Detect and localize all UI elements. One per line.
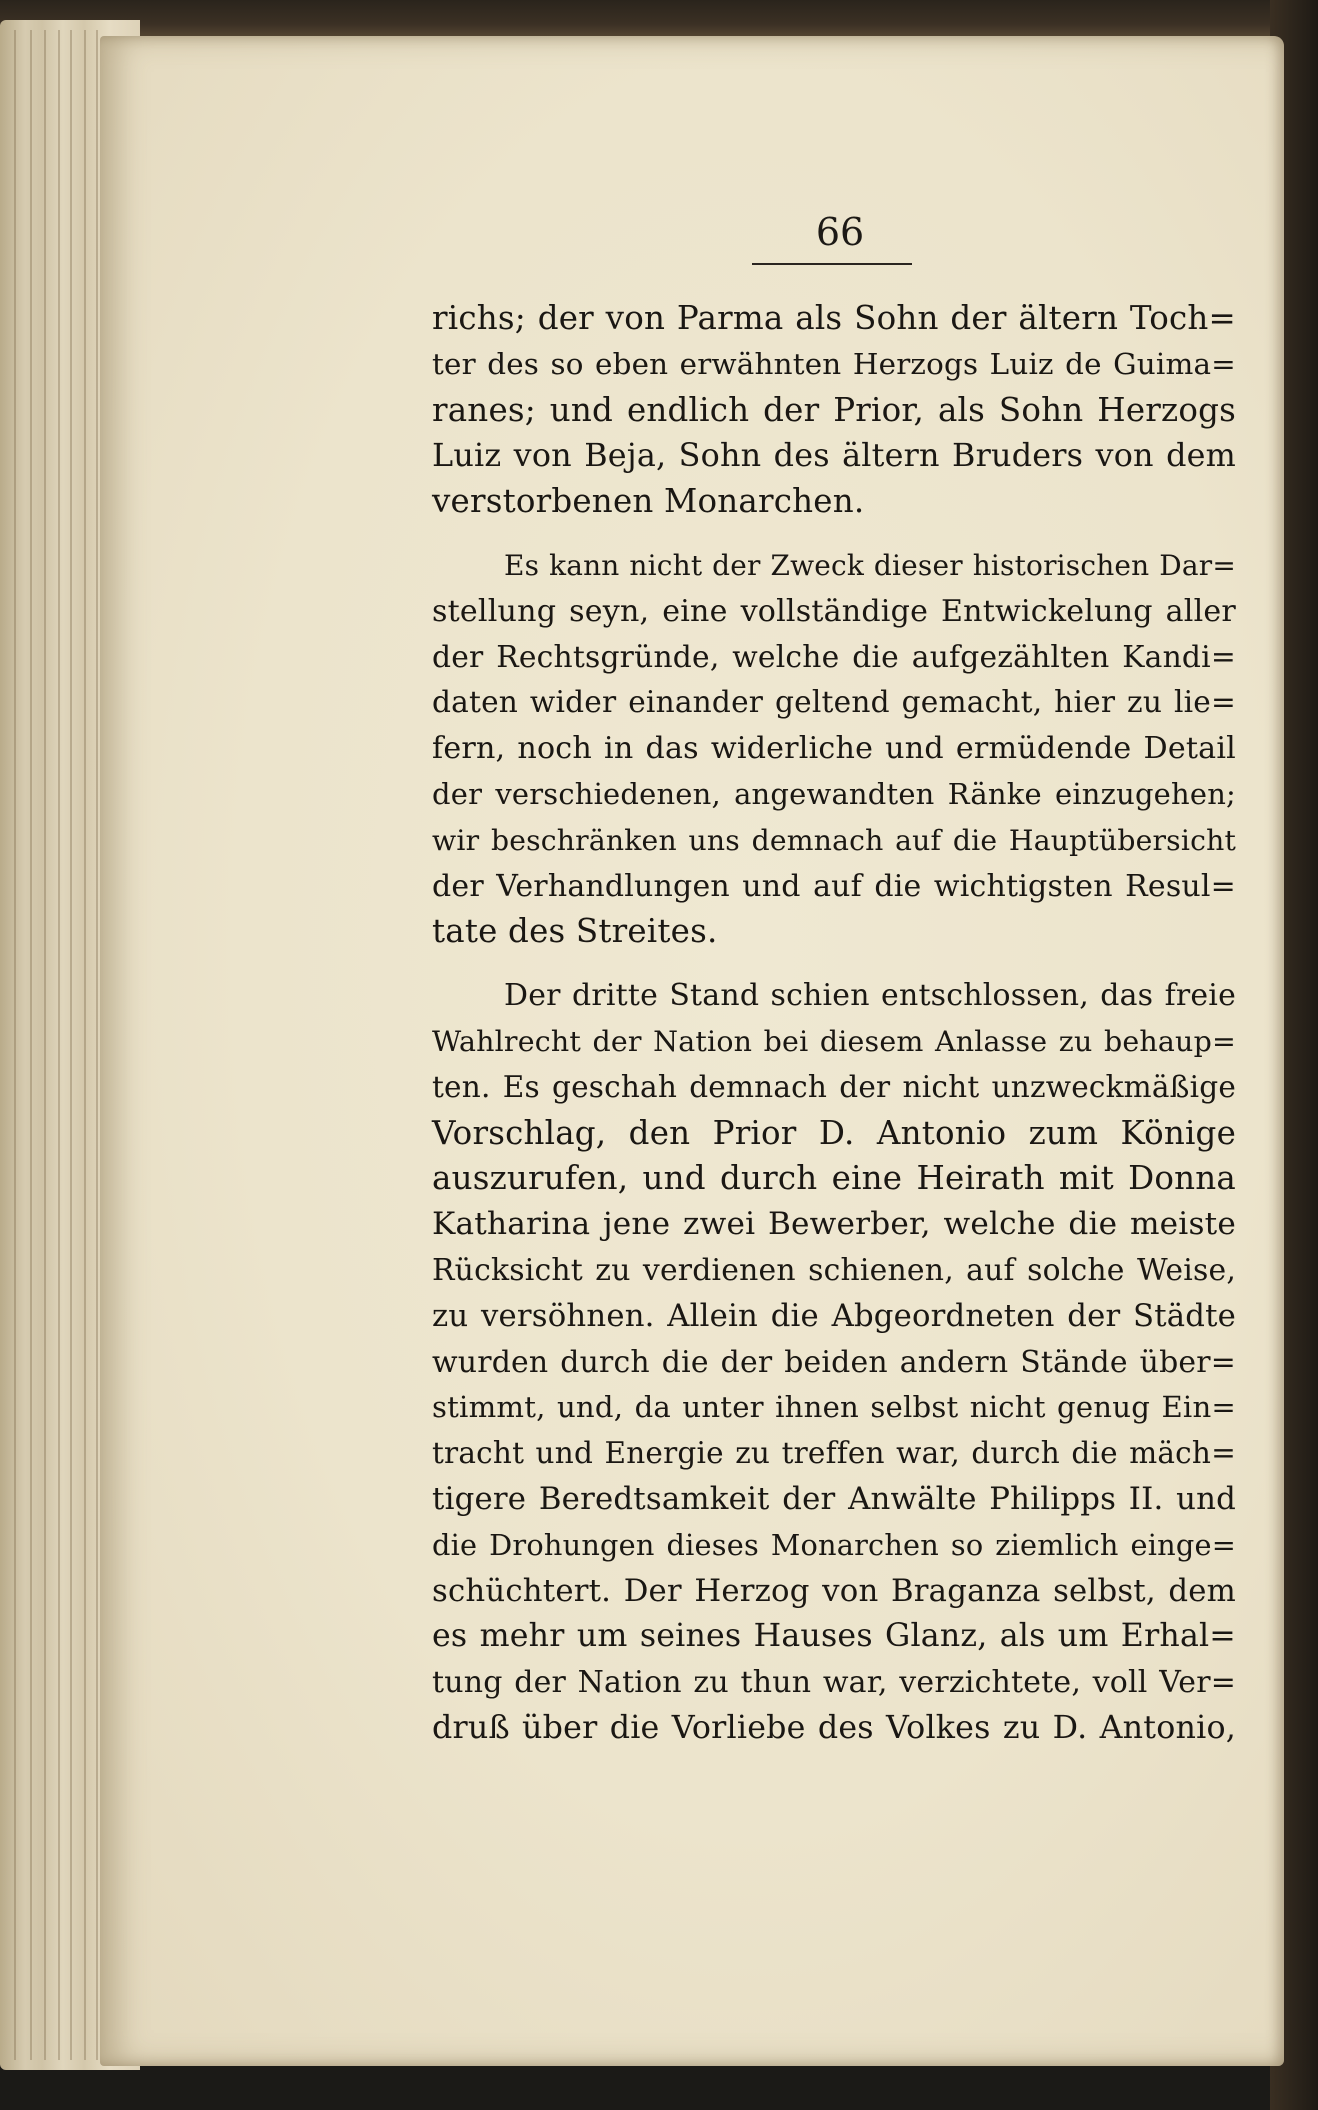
- text-line: die Drohungen dieses Monarchen so ziemlich einge=: [432, 1527, 1236, 1562]
- text-line: Luiz von Beja, Sohn des ältern Bruders von dem: [432, 436, 1236, 475]
- text-line: der Verhandlungen und auf die wichtigsten Resul=: [432, 868, 1236, 904]
- text-line: ten. Es geschah demnach der nicht unzweckmäßige: [432, 1069, 1236, 1104]
- text-line: Der dritte Stand schien entschlossen, das freie: [504, 978, 1236, 1014]
- paragraph-1: [432, 296, 1236, 525]
- text-line: wir beschränken uns demnach auf die Hauptübersicht: [432, 823, 1236, 857]
- scan-background-top: [0, 0, 1318, 40]
- paragraph-3: [432, 973, 1236, 1752]
- text-line: zu versöhnen. Allein die Abgeordneten der Städte: [432, 1298, 1236, 1334]
- text-line: wurden durch die der beiden andern Stände über=: [432, 1344, 1236, 1380]
- text-line: Rücksicht zu verdienen schienen, auf solche Weise,: [432, 1252, 1236, 1288]
- text-line: Katharina jene zwei Bewerber, welche die meiste: [432, 1206, 1236, 1243]
- page-number-rule: [752, 263, 912, 265]
- paragraph-2: [432, 543, 1236, 955]
- text-line: stimmt, und, da unter ihnen selbst nicht genug Ein=: [432, 1390, 1236, 1425]
- text-line: verstorbenen Monarchen.: [432, 482, 865, 521]
- text-line: tracht und Energie zu treffen war, durch die mäch=: [432, 1436, 1236, 1471]
- text-line: stellung seyn, eine vollständige Entwickelung aller: [432, 593, 1236, 629]
- text-line: Vorschlag, den Prior D. Antonio zum Könige: [432, 1113, 1236, 1152]
- text-line: tigere Beredtsamkeit der Anwälte Philipps II. und: [432, 1480, 1236, 1517]
- text-line: der verschiedenen, angewandten Ränke einzugehen;: [432, 776, 1236, 811]
- text-line: tate des Streites.: [432, 912, 718, 951]
- text-line: richs; der von Parma als Sohn der ältern Toch=: [432, 299, 1236, 337]
- text-line: daten wider einander geltend gemacht, hier zu lie=: [432, 685, 1236, 720]
- text-line: es mehr um seines Hauses Glanz, als um Erhal=: [432, 1618, 1236, 1655]
- text-line: tung der Nation zu thun war, verzichtete, voll Ver=: [432, 1665, 1236, 1701]
- text-line: ter des so eben erwähnten Herzogs Luiz de Guima=: [432, 346, 1236, 381]
- text-line: der Rechtsgründe, welche die aufgezählten Kandi=: [432, 639, 1236, 675]
- text-line: schüchtert. Der Herzog von Braganza selbst, dem: [432, 1572, 1236, 1609]
- body-text: [432, 296, 1236, 1770]
- text-line: fern, noch in das widerliche und ermüdende Detail: [432, 731, 1236, 767]
- text-line: Es kann nicht der Zweck dieser historischen Dar=: [504, 548, 1236, 582]
- text-line: ranes; und endlich der Prior, als Sohn Herzogs: [432, 390, 1236, 429]
- page-number: 66: [815, 210, 865, 254]
- text-line: auszurufen, und durch eine Heirath mit Donna: [432, 1159, 1236, 1198]
- text-line: druß über die Vorliebe des Volkes zu D. Antonio,: [432, 1709, 1236, 1746]
- text-line: Wahlrecht der Nation bei diesem Anlasse zu behaup=: [432, 1024, 1236, 1058]
